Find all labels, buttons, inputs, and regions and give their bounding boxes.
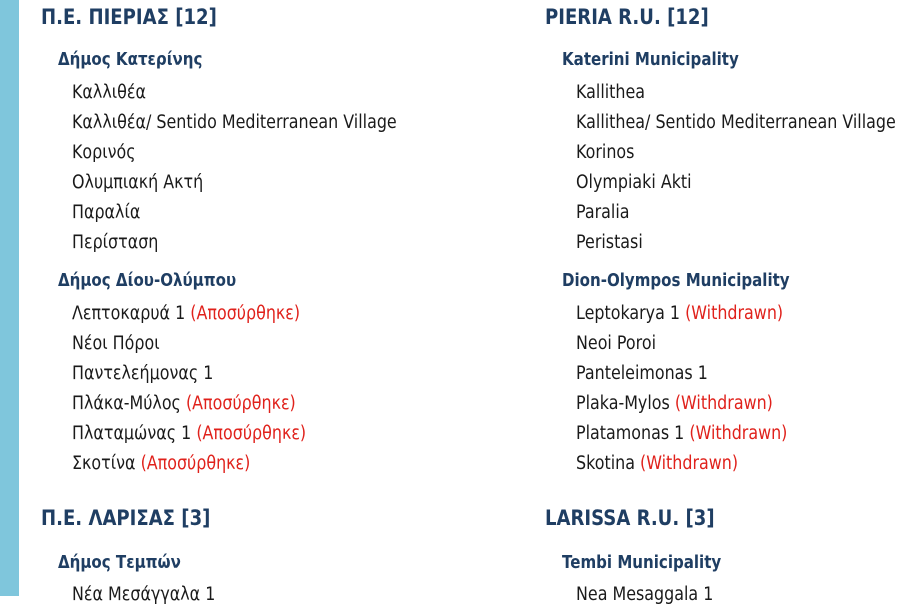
beach-item	[72, 299, 306, 329]
beach-item	[72, 359, 306, 389]
beach-name: Platamonas 1	[576, 423, 685, 444]
region-heading-larissa-en: LARISSA R.U. [3]	[545, 506, 715, 530]
beach-name: Ολυμπιακή Ακτή	[72, 172, 204, 193]
beach-name: Korinos	[576, 142, 635, 163]
beach-item	[576, 329, 787, 359]
beach-name: Kallithea	[576, 82, 646, 103]
municipality-heading-tembi-gr: Δήμος Τεμπών	[58, 553, 181, 573]
beach-name: Καλλιθέα/ Sentido Mediterranean Village	[72, 112, 397, 133]
withdrawn-note: (Withdrawn)	[689, 423, 788, 444]
beach-name: Olympiaki Akti	[576, 172, 692, 193]
beach-item	[576, 108, 896, 138]
beach-item	[72, 329, 306, 359]
left-accent-bar	[0, 0, 19, 596]
beach-name: Καλλιθέα	[72, 82, 146, 103]
beach-item	[576, 580, 713, 610]
beach-item	[72, 78, 397, 108]
beach-name: Peristasi	[576, 232, 643, 253]
municipality-heading-katerini-gr: Δήμος Κατερίνης	[58, 50, 203, 70]
withdrawn-note: (Withdrawn)	[640, 453, 739, 474]
beach-item	[576, 138, 896, 168]
municipality-heading-dion-gr: Δήμος Δίου-Ολύμπου	[58, 271, 237, 291]
beach-item	[72, 389, 306, 419]
beach-list-katerini-en	[545, 78, 901, 258]
beach-name: Kallithea/ Sentido Mediterranean Village	[576, 112, 896, 133]
municipality-heading-dion-en: Dion-Olympos Municipality	[562, 271, 790, 291]
beach-item	[72, 449, 306, 479]
beach-item	[576, 78, 896, 108]
withdrawn-note: (Withdrawn)	[685, 303, 784, 324]
withdrawn-note: (Αποσύρθηκε)	[196, 423, 307, 444]
beach-item	[576, 168, 896, 198]
beach-item	[72, 108, 397, 138]
withdrawn-note: (Αποσύρθηκε)	[185, 393, 296, 414]
beach-name: Παντελεήμονας 1	[72, 363, 214, 384]
beach-item	[72, 419, 306, 449]
beach-name: Πλαταμώνας 1	[72, 423, 192, 444]
beach-item	[576, 419, 787, 449]
beach-item	[576, 228, 896, 258]
region-heading-pieria-gr: Π.Ε. ΠΙΕΡΙΑΣ [12]	[41, 5, 217, 29]
beach-list-dion-en	[545, 299, 822, 479]
withdrawn-note: (Αποσύρθηκε)	[140, 453, 251, 474]
beach-item	[72, 580, 215, 610]
beach-list-tembi-en	[545, 580, 736, 610]
beach-name: Plaka-Mylos	[576, 393, 670, 414]
municipality-heading-tembi-en: Tembi Municipality	[562, 553, 722, 573]
beach-name: Nea Mesaggala 1	[576, 584, 714, 605]
beach-name: Παραλία	[72, 202, 141, 223]
beach-name: Νέα Μεσάγγαλα 1	[72, 584, 216, 605]
beach-name: Σκοτίνα	[72, 453, 136, 474]
beach-item	[72, 138, 397, 168]
beach-item	[72, 168, 397, 198]
beach-list-tembi-gr	[41, 580, 239, 610]
beach-name: Νέοι Πόροι	[72, 333, 160, 354]
withdrawn-note: (Αποσύρθηκε)	[190, 303, 301, 324]
beach-item	[576, 449, 787, 479]
beach-name: Neoi Poroi	[576, 333, 657, 354]
beach-item	[576, 359, 787, 389]
beach-item	[72, 198, 397, 228]
region-heading-larissa-gr: Π.Ε. ΛΑΡΙΣΑΣ [3]	[41, 506, 211, 530]
beach-name: Λεπτοκαρυά 1	[72, 303, 186, 324]
beach-item	[576, 299, 787, 329]
withdrawn-note: (Withdrawn)	[674, 393, 773, 414]
beach-name: Skotina	[576, 453, 635, 474]
beach-name: Πλάκα-Μύλος	[72, 393, 181, 414]
beach-item	[576, 389, 787, 419]
municipality-heading-katerini-en: Katerini Municipality	[562, 50, 739, 70]
beach-name: Leptokarya 1	[576, 303, 681, 324]
beach-name: Paralia	[576, 202, 630, 223]
region-heading-pieria-en: PIERIA R.U. [12]	[545, 5, 709, 29]
beach-item	[72, 228, 397, 258]
beach-name: Περίσταση	[72, 232, 159, 253]
beach-list-katerini-gr	[41, 78, 450, 258]
beach-list-dion-gr	[41, 299, 344, 479]
beach-name: Κορινός	[72, 142, 136, 163]
beach-name: Panteleimonas 1	[576, 363, 708, 384]
beach-item	[576, 198, 896, 228]
